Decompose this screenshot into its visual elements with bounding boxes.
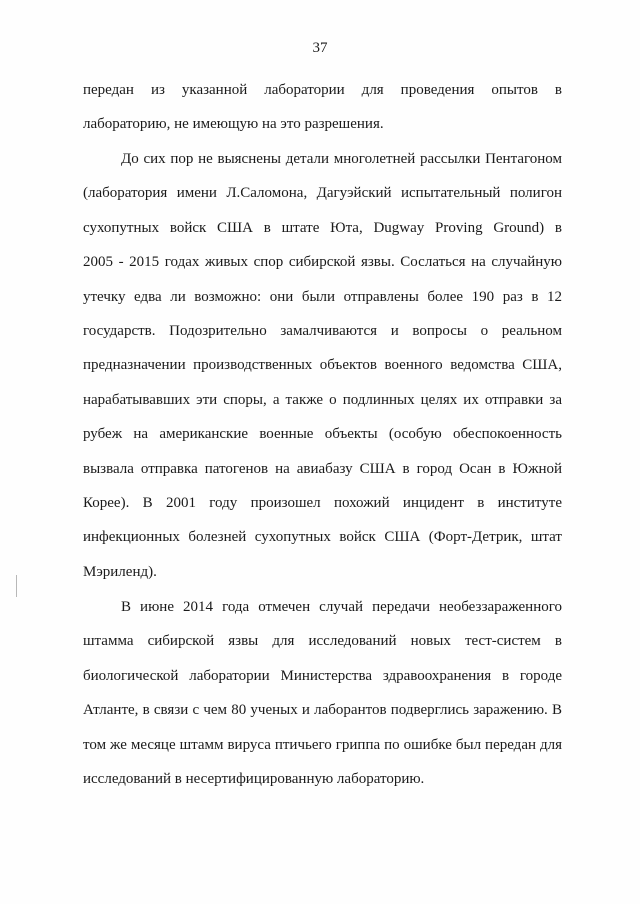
paragraph-line: Мэриленд). bbox=[83, 563, 157, 580]
paragraph-line: предназначении производственных объектов военного ведомства США, bbox=[83, 357, 562, 374]
paragraph-line: (лаборатория имени Л.Саломона, Дагуэйский испытательный полигон bbox=[83, 185, 562, 202]
paragraph-line: В июне 2014 года отмечен случай передачи необеззараженного bbox=[121, 599, 562, 615]
paragraph-3 bbox=[83, 590, 562, 796]
paragraph-line: том же месяце штамм вируса птичьего гриппа по ошибке был передан для bbox=[83, 736, 562, 753]
paragraph-line: сухопутных войск США в штате Юта, Dugway Proving Ground) в bbox=[83, 219, 562, 236]
paragraph-2 bbox=[83, 142, 562, 589]
paragraph-line: рубеж на американские военные объекты (особую обеспокоенность bbox=[83, 426, 562, 443]
paragraph-line: нарабатывавших эти споры, а также о подлинных целях их отправки за bbox=[83, 391, 562, 408]
paragraph-1 bbox=[83, 73, 562, 142]
paragraph-line: штамма сибирской язвы для исследований новых тест-систем в bbox=[83, 633, 562, 650]
paragraph-line: вызвала отправка патогенов на авиабазу США в город Осан в Южной bbox=[83, 460, 562, 477]
paragraph-line: государств. Подозрительно замалчиваются и вопросы о реальном bbox=[83, 322, 562, 339]
paragraph-line: 2005 - 2015 годах живых спор сибирской язвы. Сослаться на случайную bbox=[83, 254, 562, 271]
paragraph-line: утечку едва ли возможно: они были отправлены более 190 раз в 12 bbox=[83, 288, 562, 305]
paragraph-line: До сих пор не выяснены детали многолетней рассылки Пентагоном bbox=[121, 151, 562, 167]
page-number: 37 bbox=[312, 40, 328, 56]
paragraph-line: Корее). В 2001 году произошел похожий инцидент в институте bbox=[83, 494, 562, 511]
paragraph-line: биологической лаборатории Министерства здравоохранения в городе bbox=[83, 667, 562, 684]
paragraph-line: передан из указанной лаборатории для проведения опытов в bbox=[83, 82, 562, 98]
paragraph-line: Атланте, в связи с чем 80 ученых и лаборантов подверглись заражению. В bbox=[83, 702, 562, 719]
paragraph-line: инфекционных болезней сухопутных войск США (Форт-Детрик, штат bbox=[83, 529, 562, 546]
paragraph-line: исследований в несертифицированную лабораторию. bbox=[83, 770, 425, 787]
scan-artifact-mark bbox=[16, 575, 17, 597]
paragraph-line: лабораторию, не имеющую на это разрешения. bbox=[83, 116, 384, 133]
